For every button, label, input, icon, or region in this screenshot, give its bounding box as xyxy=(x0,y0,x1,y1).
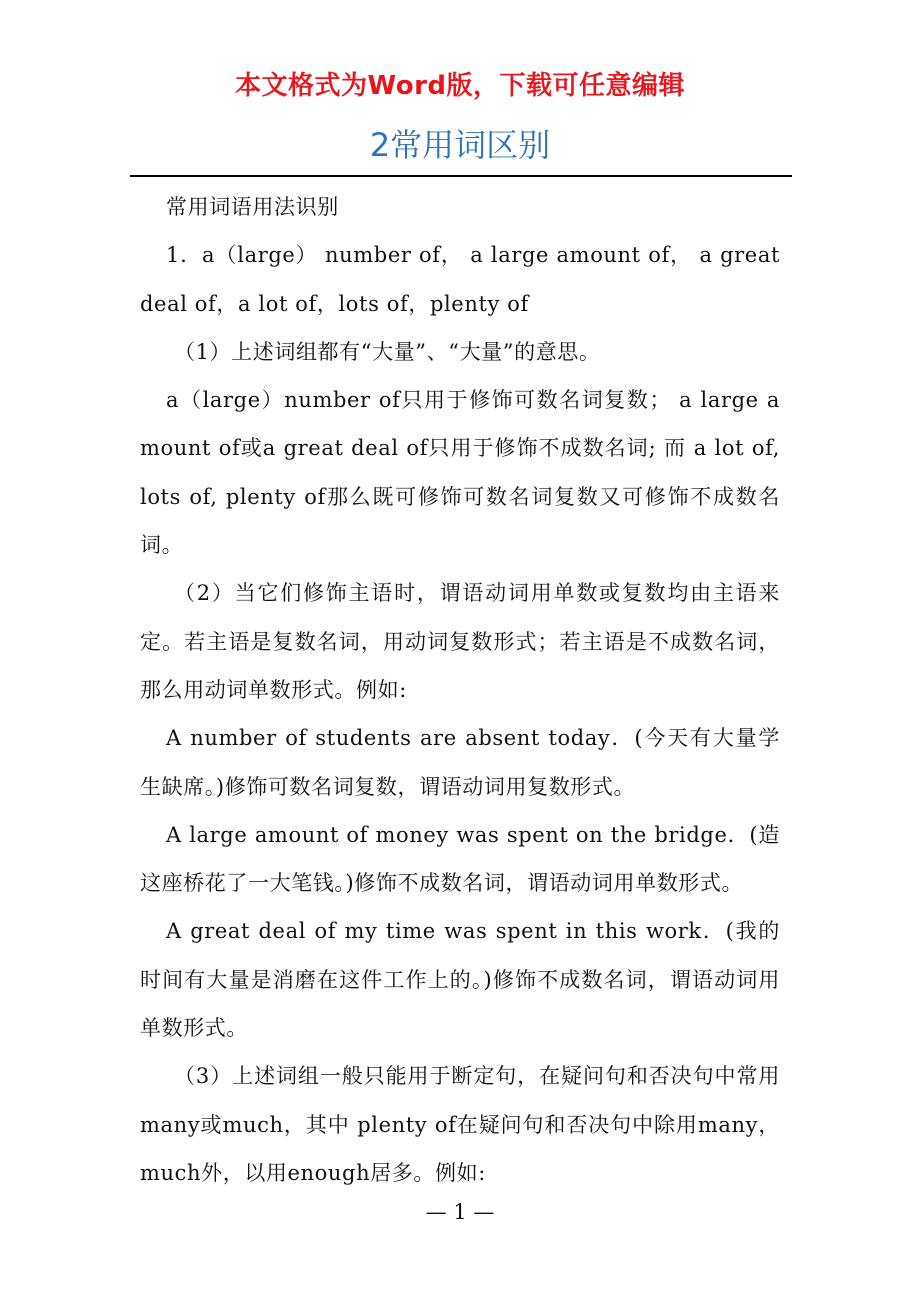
paragraph-usage-explanation: a（large）number of只用于修饰可数名词复数； a large amount of或a great deal of只用于修饰不成数名词; 而 a lot of, lots of, plenty of那么既可修饰可数名词复数又可修饰不成数名词。 xyxy=(140,388,780,558)
paragraph-item-1: 1．a（large） number of， a large amount of， a great deal of，a lot of，lots of，plenty of xyxy=(140,243,780,316)
example-sentence-2: A large amount of money was spent on the bridge．(造这座桥花了一大笔钱。)修饰不成数名词，谓语动词用单数形式。 xyxy=(140,822,780,896)
example-sentence-1: A number of students are absent today．(今天有大量学生缺席。)修饰可数名词复数，谓语动词用复数形式。 xyxy=(140,726,780,799)
document-body xyxy=(140,183,780,1197)
title-divider xyxy=(130,175,792,177)
example-sentence-3: A great deal of my time was spent in this work．(我的时间有大量是消磨在这件工作上的。)修饰不成数名词，谓语动词用单数形式。 xyxy=(140,919,780,1041)
download-banner: 本文格式为Word版，下载可任意编辑 xyxy=(234,71,686,101)
paragraph-point-1: （1）上述词组都有“大量”、“大量”的意思。 xyxy=(174,339,601,364)
document-title: 2常用词区别 xyxy=(369,126,551,164)
page-number: — 1 — xyxy=(425,1200,495,1224)
paragraph-point-2: （2）当它们修饰主语时，谓语动词用单数或复数均由主语来定。若主语是复数名词，用动词复数形式；若主语是不成数名词，那么用动词单数形式。例如: xyxy=(140,581,780,702)
section-heading: 常用词语用法识别 xyxy=(166,195,339,219)
paragraph-point-3: （3）上述词组一般只能用于断定句，在疑问句和否决句中常用 many或much，其中 plenty of在疑问句和否决句中除用many，much外，以用enough居多。例如: xyxy=(140,1064,780,1185)
